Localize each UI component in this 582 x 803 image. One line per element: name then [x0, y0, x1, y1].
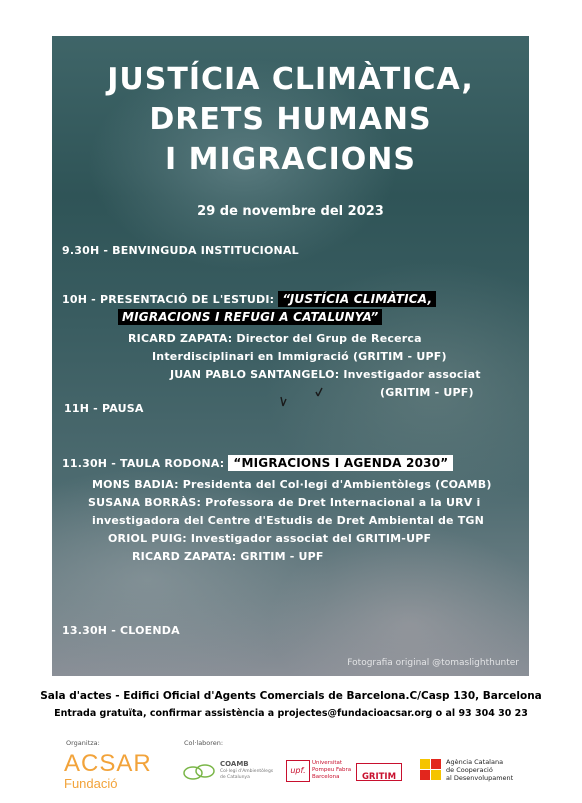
- entry-line: Entrada gratuïta, confirmar assistència a projectes@fundacioacsar.org o al 93 304 30 23: [54, 708, 528, 719]
- coamb-region: de Catalunya: [220, 775, 250, 780]
- presentation-title-1: “JUSTÍCIA CLIMÀTICA,: [278, 291, 436, 307]
- accd-name: [446, 758, 513, 782]
- gritim-logo: [356, 763, 402, 781]
- roundtable-title: “MIGRACIONS I AGENDA 2030”: [228, 455, 453, 471]
- roundtable-speaker-1: MONS BADIA: Presidenta del Col·legi d'Ambientòlegs (COAMB): [92, 478, 492, 491]
- presentation-item: [62, 292, 436, 306]
- poster: [52, 36, 529, 676]
- presentation-title-2: MIGRACIONS I REFUGI A CATALUNYA”: [118, 309, 382, 325]
- roundtable-speaker-3: ORIOL PUIG: Investigador associat del GRITIM-UPF: [108, 532, 432, 545]
- event-date: 29 de novembre del 2023: [197, 204, 384, 219]
- gritim-text: GRITIM: [361, 772, 397, 782]
- bird-icon: [277, 394, 289, 408]
- upf-line-3: Barcelona: [312, 774, 340, 780]
- roundtable-prefix: 11.30H - TAULA RODONA:: [62, 457, 225, 470]
- venue-line: Sala d'actes - Edifici Oficial d'Agents Comercials de Barcelona.C/Casp 130, Barcelona: [40, 690, 542, 702]
- welcome-item: 9.30H - BENVINGUDA INSTITUCIONAL: [62, 244, 299, 257]
- accd-line-3: al Desenvolupament: [446, 774, 514, 782]
- roundtable-item: [62, 456, 453, 470]
- speaker-1-line-a: RICARD ZAPATA: Director del Grup de Recerca: [128, 332, 422, 345]
- upf-logo: [286, 758, 350, 784]
- accd-line-2: de Cooperació: [446, 766, 493, 774]
- closing-item: 13.30H - CLOENDA: [62, 624, 180, 637]
- roundtable-speaker-2-b: investigadora del Centre d'Estudis de Dret Ambiental de TGN: [92, 514, 485, 527]
- presentation-prefix: 10H - PRESENTACIÓ DE L'ESTUDI:: [62, 293, 275, 306]
- coamb-logo: [182, 758, 278, 786]
- presentation-title-2-line: [118, 310, 382, 324]
- accd-mark-icon: [420, 759, 442, 783]
- speaker-2-line-b: (GRITIM - UPF): [380, 386, 474, 399]
- col-laboren-label: Col·laboren:: [184, 739, 224, 747]
- title-line-1: JUSTÍCIA CLIMÀTICA,: [107, 62, 474, 97]
- accd-line-1: Agència Catalana: [446, 758, 504, 766]
- photo-credit: Fotografia original @tomaslighthunter: [347, 658, 519, 668]
- coamb-full-name: Col·legi d'Ambientòlegs: [220, 769, 274, 774]
- coamb-name: COAMB: [220, 760, 249, 768]
- upf-line-1: Universitat: [312, 760, 343, 766]
- bird-icon: [314, 386, 326, 398]
- accd-logo: [420, 758, 530, 784]
- upf-line-2: Pompeu Fabra: [312, 767, 352, 773]
- acsar-logo-text: ACSAR: [64, 750, 152, 777]
- upf-mark: upf.: [286, 760, 310, 782]
- speaker-2-line-a: JUAN PABLO SANTANGELO: Investigador associat: [170, 368, 481, 381]
- roundtable-speaker-2-a: SUSANA BORRÀS: Professora de Dret Internacional a la URV i: [88, 496, 481, 509]
- pause-item: 11H - PAUSA: [64, 402, 144, 415]
- upf-name: [312, 760, 351, 781]
- acsar-logo-subtext: Fundació: [64, 776, 118, 791]
- speaker-1-line-b: Interdisciplinari en Immigració (GRITIM - UPF): [152, 350, 447, 363]
- organitza-label: Organitza:: [66, 739, 100, 747]
- title-line-2: DRETS HUMANS: [149, 102, 432, 137]
- roundtable-speaker-4: RICARD ZAPATA: GRITIM - UPF: [132, 550, 324, 563]
- coamb-leaf-icon: [182, 760, 218, 784]
- title-line-3: I MIGRACIONS: [165, 142, 416, 177]
- acsar-logo: [64, 752, 152, 792]
